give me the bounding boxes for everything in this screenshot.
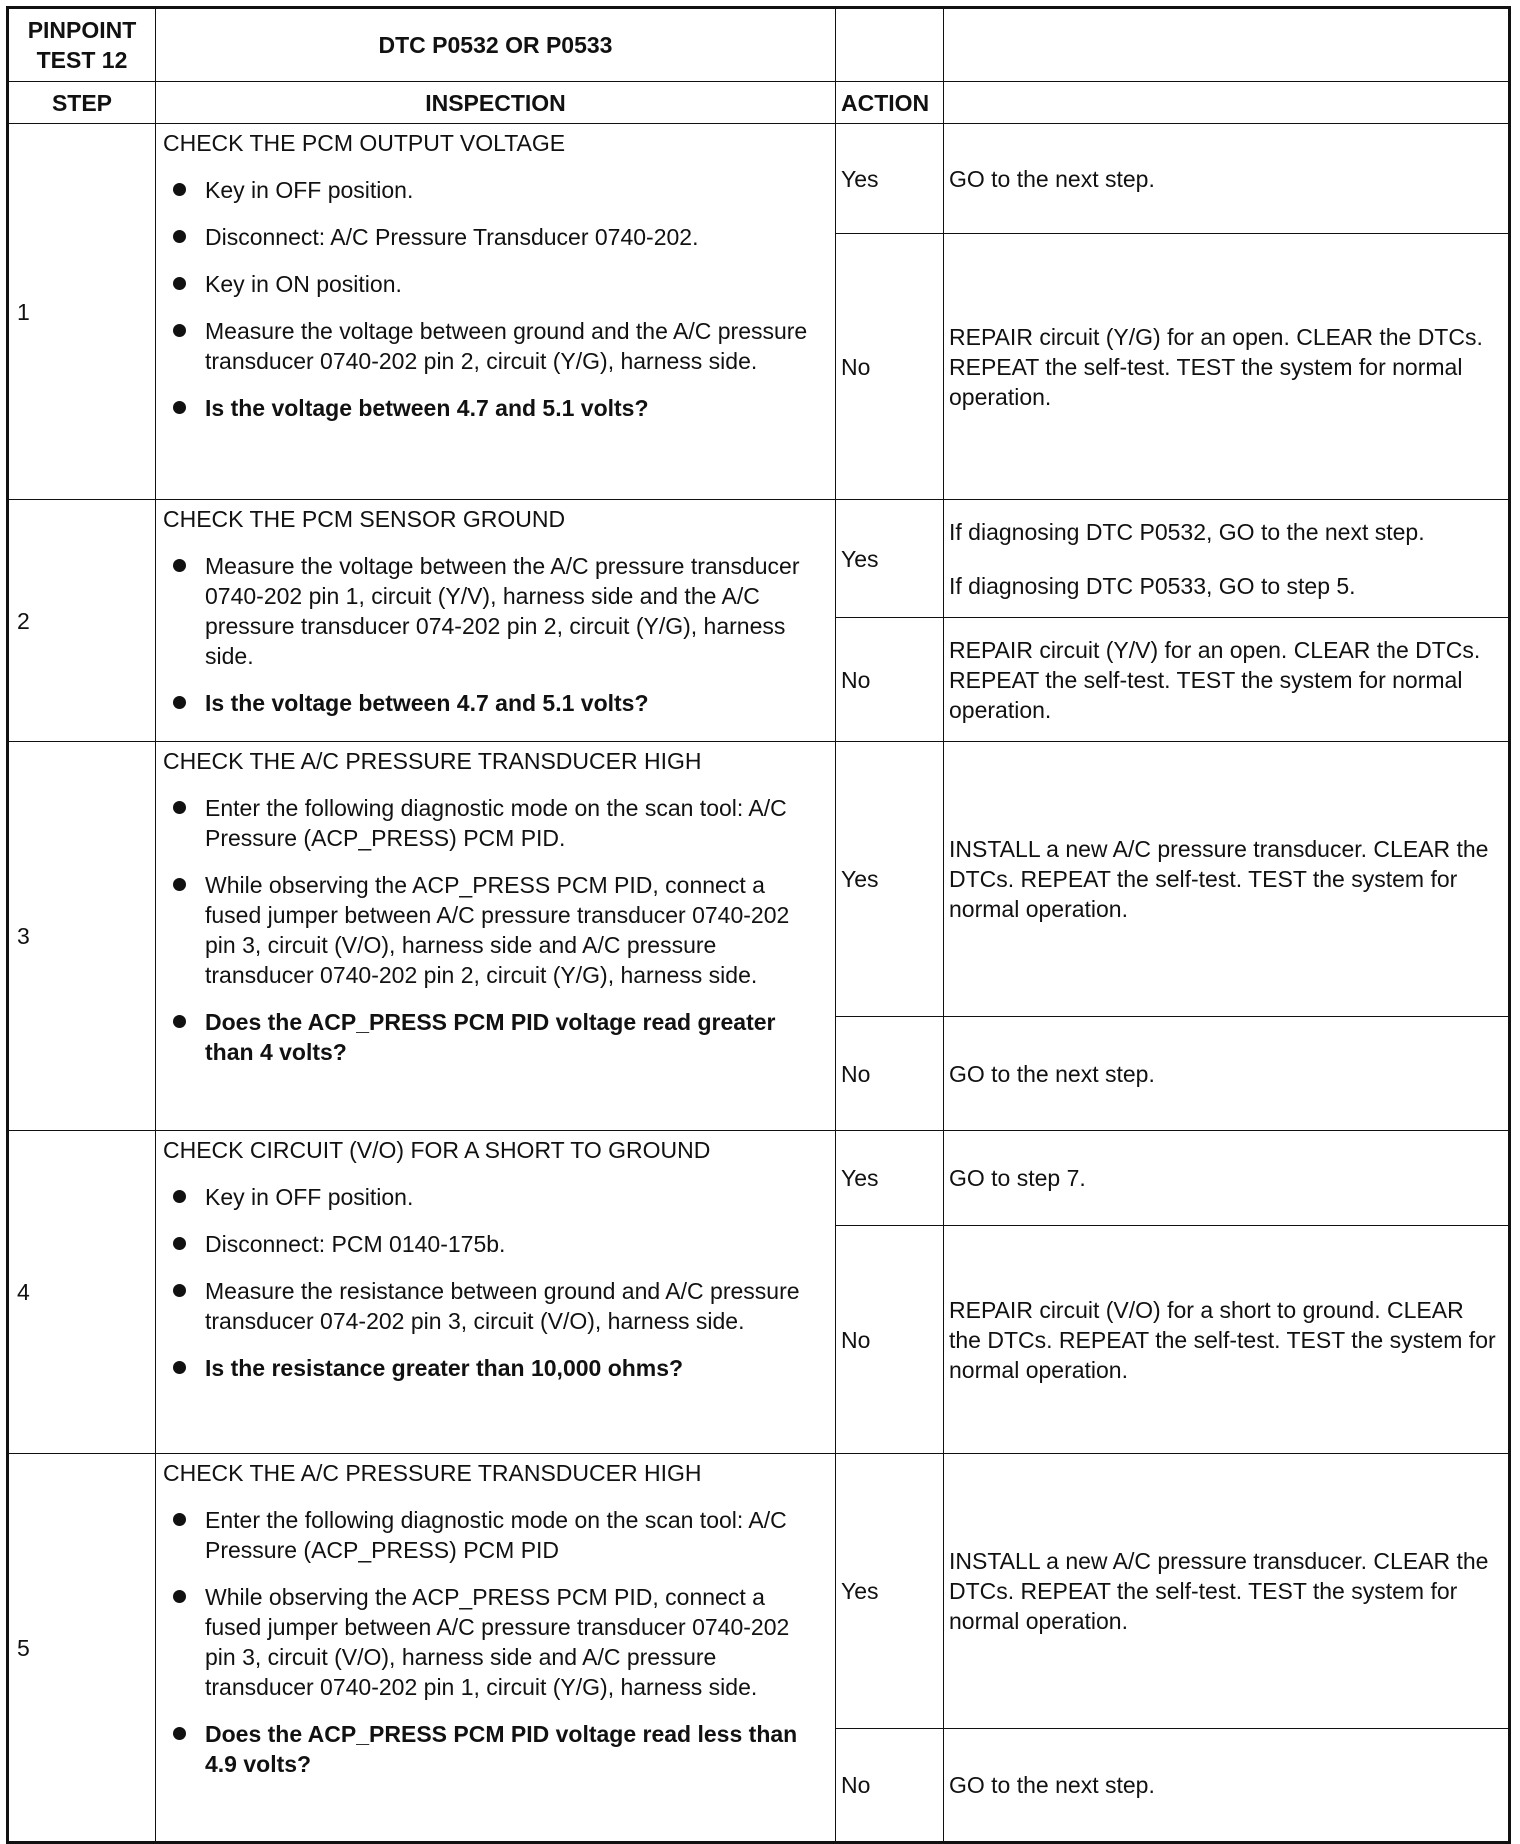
- bullet-text: Key in OFF position.: [205, 177, 414, 203]
- action-result: [944, 1131, 1510, 1226]
- bullet-dot-icon: [173, 230, 186, 243]
- inspection-title: CHECK THE A/C PRESSURE TRANSDUCER HIGH: [163, 1460, 702, 1486]
- bullet-text: While observing the ACP_PRESS PCM PID, connect a fused jumper between A/C pressure transducer 0740-202 pin 3, circuit (V/O), harness side and A/C pressure transducer 0740-202 pin 1, circuit (Y/G), harness side.: [205, 1584, 790, 1700]
- bullet-dot-icon: [173, 401, 186, 414]
- bullet-dot-icon: [173, 324, 186, 337]
- bullet-dot-icon: [173, 1284, 186, 1297]
- column-header-row: [8, 82, 1510, 124]
- step-number: 2: [8, 500, 156, 742]
- action-result-text: REPAIR circuit (V/O) for a short to ground. CLEAR the DTCs. REPEAT the self-test. TEST the system for normal operation.: [949, 1296, 1496, 1383]
- action-result: [944, 742, 1510, 1017]
- step-number: 1: [8, 124, 156, 500]
- action-answer-no: No: [836, 1226, 944, 1454]
- inspection-bullet: [205, 316, 825, 376]
- inspection-bullet: [205, 1182, 825, 1212]
- inspection-bullet-list: [163, 793, 825, 1067]
- bullet-dot-icon: [173, 1513, 186, 1526]
- inspection-question: [205, 393, 825, 423]
- inspection-bullet-list: [163, 551, 825, 718]
- action-answer-no: No: [836, 1729, 944, 1843]
- question-text: Does the ACP_PRESS PCM PID voltage read greater than 4 volts?: [205, 1009, 776, 1065]
- step-number: 4: [8, 1131, 156, 1454]
- action-answer-no: No: [836, 1017, 944, 1131]
- inspection-cell: [156, 1454, 836, 1843]
- action-result-text: GO to the next step.: [949, 1772, 1155, 1798]
- action-result-text: INSTALL a new A/C pressure transducer. CLEAR the DTCs. REPEAT the self-test. TEST the system for normal operation.: [949, 1548, 1489, 1634]
- inspection-bullet: [205, 870, 825, 990]
- bullet-dot-icon: [173, 277, 186, 290]
- action-answer-yes: Yes: [836, 124, 944, 234]
- inspection-cell: [156, 500, 836, 742]
- action-result: [944, 618, 1510, 742]
- title-blank-cell: [944, 8, 1510, 82]
- action-result-text: REPAIR circuit (Y/V) for an open. CLEAR the DTCs. REPEAT the self-test. TEST the system for normal operation.: [949, 636, 1481, 723]
- action-result: [944, 124, 1510, 234]
- action-result: [944, 234, 1510, 500]
- bullet-dot-icon: [173, 559, 186, 572]
- inspection-bullet: [205, 1505, 825, 1565]
- inspection-bullet: [205, 1276, 825, 1336]
- action-answer-no: No: [836, 234, 944, 500]
- step-5-row: [8, 1454, 1510, 1729]
- inspection-bullet-list: [163, 1505, 825, 1779]
- action-result-text: REPAIR circuit (Y/G) for an open. CLEAR the DTCs. REPEAT the self-test. TEST the system for normal operation.: [949, 323, 1483, 410]
- action-answer-no: No: [836, 618, 944, 742]
- bullet-text: Disconnect: PCM 0140-175b.: [205, 1231, 506, 1257]
- bullet-text: While observing the ACP_PRESS PCM PID, connect a fused jumper between A/C pressure transducer 0740-202 pin 3, circuit (V/O), harness side and A/C pressure transducer 0740-202 pin 2, circuit (Y/G), harness side.: [205, 872, 790, 988]
- question-text: Is the voltage between 4.7 and 5.1 volts?: [205, 690, 649, 716]
- step-number: 3: [8, 742, 156, 1131]
- pinpoint-test-table: [6, 6, 1511, 1844]
- title-blank-cell: [836, 8, 944, 82]
- action-result-text: GO to step 7.: [949, 1165, 1086, 1191]
- inspection-title: CHECK CIRCUIT (V/O) FOR A SHORT TO GROUND: [163, 1137, 711, 1163]
- action-answer-yes: Yes: [836, 1131, 944, 1226]
- inspection-title: CHECK THE PCM SENSOR GROUND: [163, 506, 566, 532]
- inspection-bullet: [205, 222, 825, 252]
- inspection-question: [205, 1007, 825, 1067]
- action-result: [944, 1729, 1510, 1843]
- step-2-row: [8, 500, 1510, 618]
- bullet-text: Enter the following diagnostic mode on the scan tool: A/C Pressure (ACP_PRESS) PCM PID: [205, 1507, 787, 1563]
- inspection-column-header: INSPECTION: [156, 82, 836, 124]
- step-4-row: [8, 1131, 1510, 1226]
- inspection-question: [205, 1353, 825, 1383]
- action-answer-yes: Yes: [836, 742, 944, 1017]
- action-result-text: GO to the next step.: [949, 1060, 1155, 1087]
- bullet-text: Measure the voltage between ground and the A/C pressure transducer 0740-202 pin 2, circuit (Y/G), harness side.: [205, 318, 808, 374]
- bullet-dot-icon: [173, 696, 186, 709]
- step-column-header: STEP: [8, 82, 156, 124]
- bullet-dot-icon: [173, 801, 186, 814]
- inspection-cell: [156, 742, 836, 1131]
- action-result: [944, 500, 1510, 618]
- inspection-bullet: [205, 1229, 825, 1259]
- action-result-text: INSTALL a new A/C pressure transducer. CLEAR the DTCs. REPEAT the self-test. TEST the system for normal operation.: [949, 836, 1489, 922]
- question-text: Is the resistance greater than 10,000 ohms?: [205, 1355, 684, 1381]
- inspection-bullet: [205, 1582, 825, 1702]
- step-3-row: [8, 742, 1510, 1017]
- step-1-row: [8, 124, 1510, 234]
- bullet-dot-icon: [173, 878, 186, 891]
- bullet-text: Enter the following diagnostic mode on the scan tool: A/C Pressure (ACP_PRESS) PCM PID.: [205, 795, 787, 851]
- action-column-header: ACTION: [836, 82, 944, 124]
- pinpoint-test-sheet: [6, 6, 1508, 1838]
- inspection-question: [205, 1719, 825, 1779]
- inspection-bullet: [205, 269, 825, 299]
- bullet-dot-icon: [173, 1727, 186, 1740]
- bullet-text: Key in ON position.: [205, 271, 402, 297]
- inspection-bullet: [205, 551, 825, 671]
- action-result-text: If diagnosing DTC P0532, GO to the next step.: [949, 518, 1425, 545]
- inspection-bullet-list: [163, 1182, 825, 1383]
- step-number: 5: [8, 1454, 156, 1843]
- action-answer-yes: Yes: [836, 500, 944, 618]
- inspection-title: CHECK THE PCM OUTPUT VOLTAGE: [163, 130, 566, 156]
- inspection-cell: [156, 124, 836, 500]
- action-result: [944, 1226, 1510, 1454]
- action-result-header: [944, 82, 1510, 124]
- bullet-dot-icon: [173, 1237, 186, 1250]
- action-result-text: If diagnosing DTC P0533, GO to step 5.: [949, 572, 1356, 599]
- bullet-text: Key in OFF position.: [205, 1184, 414, 1210]
- bullet-dot-icon: [173, 1361, 186, 1374]
- inspection-bullet: [205, 793, 825, 853]
- inspection-bullet: [205, 175, 825, 205]
- pinpoint-test-label: PINPOINT TEST 12: [8, 8, 156, 82]
- inspection-cell: [156, 1131, 836, 1454]
- inspection-title: CHECK THE A/C PRESSURE TRANSDUCER HIGH: [163, 748, 702, 774]
- bullet-text: Disconnect: A/C Pressure Transducer 0740-202.: [205, 224, 699, 250]
- bullet-dot-icon: [173, 1190, 186, 1203]
- bullet-text: Measure the voltage between the A/C pressure transducer 0740-202 pin 1, circuit (Y/V), harness side and the A/C pressure transducer 074-202 pin 2, circuit (Y/G), harness side.: [205, 553, 800, 669]
- inspection-bullet-list: [163, 175, 825, 423]
- action-result: [944, 1017, 1510, 1131]
- bullet-dot-icon: [173, 1015, 186, 1028]
- action-result-text: GO to the next step.: [949, 165, 1155, 192]
- action-result: [944, 1454, 1510, 1729]
- question-text: Is the voltage between 4.7 and 5.1 volts?: [205, 395, 649, 421]
- bullet-dot-icon: [173, 183, 186, 196]
- dtc-title: DTC P0532 OR P0533: [156, 8, 836, 82]
- inspection-question: [205, 688, 825, 718]
- title-row: [8, 8, 1510, 82]
- action-answer-yes: Yes: [836, 1454, 944, 1729]
- bullet-dot-icon: [173, 1590, 186, 1603]
- question-text: Does the ACP_PRESS PCM PID voltage read less than 4.9 volts?: [205, 1721, 798, 1777]
- bullet-text: Measure the resistance between ground and A/C pressure transducer 074-202 pin 3, circuit (V/O), harness side.: [205, 1278, 800, 1334]
